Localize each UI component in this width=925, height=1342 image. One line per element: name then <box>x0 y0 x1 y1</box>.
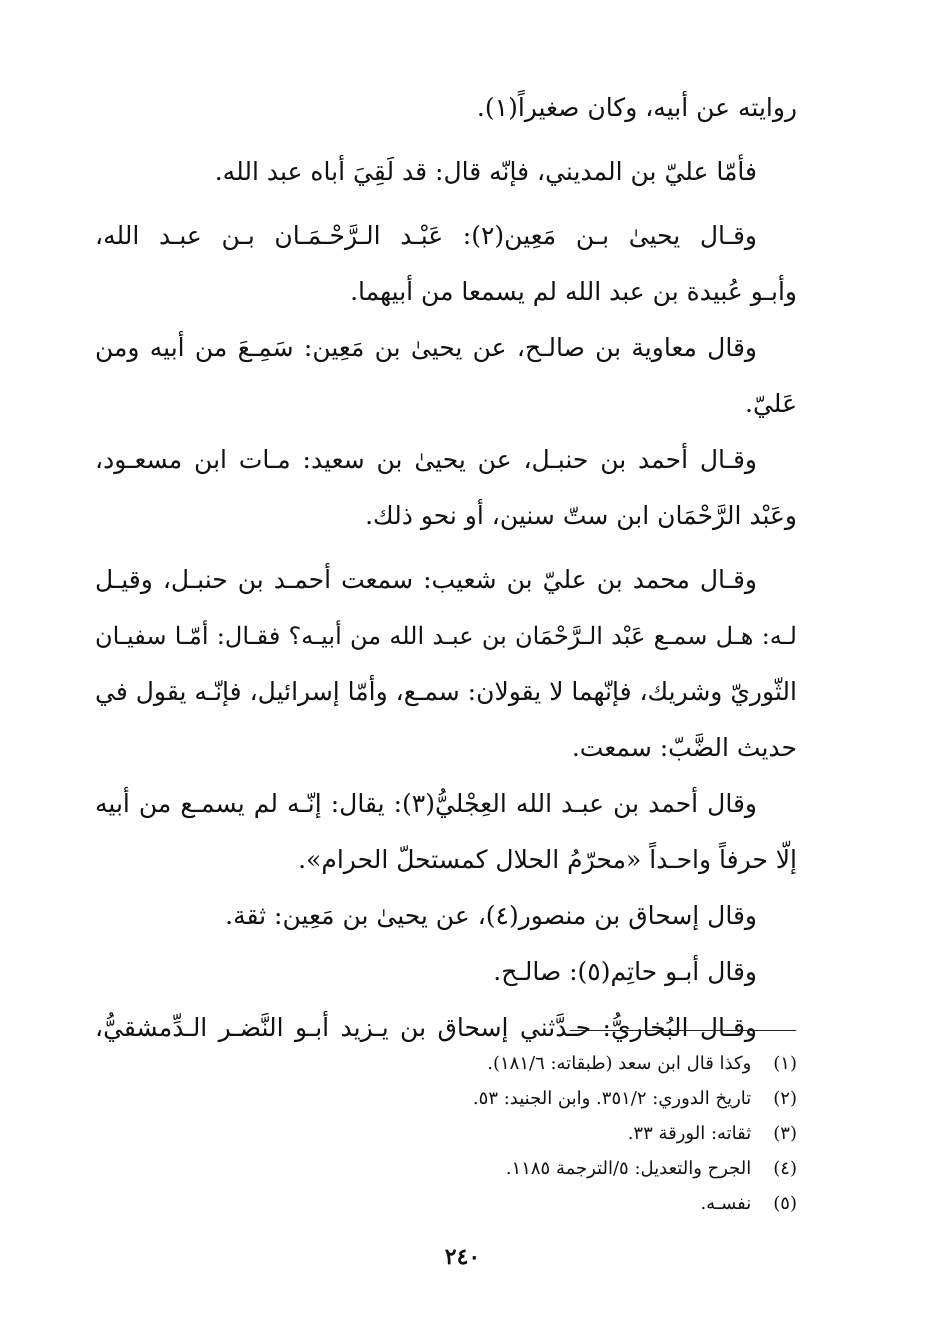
footnote <box>95 1116 797 1151</box>
text-line: وعَبْد الرَّحْمَان ابن ستّ سنين، أو نحو ذلك. <box>365 501 797 530</box>
text-line: وأبـو عُبيدة بن عبد الله لم يسمعا من أبيهما. <box>350 277 797 306</box>
text-line: لـه: هـل سمـع عَبْد الـرَّحْمَان بن عبـد الله من أبيـه؟ فقـال: أمّـا سفيـان <box>95 622 797 650</box>
footnote-text: ثقاته: الورقة ٣٣. <box>627 1123 752 1144</box>
text-line: وقال معاوية بن صالـح، عن يحيىٰ بن مَعِين: سَمِـعَ من أبيه ومن <box>95 333 757 362</box>
text-line: وقال إسحاق بن منصور(٤)، عن يحيىٰ بن مَعِين: ثقة. <box>225 901 757 930</box>
footnote-text: نفسـه. <box>700 1193 752 1214</box>
footnote-number: (٢) <box>773 1088 797 1109</box>
text-line: وقال أبـو حاتِم(٥): صالـح. <box>493 957 757 986</box>
footnote-number: (٤) <box>773 1158 797 1179</box>
footnote-text: وكذا قال ابن سعد (طبقاته: ١٨١/٦). <box>487 1053 752 1074</box>
main-text <box>95 80 797 1056</box>
text-line: وقال أحمد بن عبـد الله العِجْليُّ(٣): يقال: إنّـه لم يسمـع من أبيه <box>95 789 757 818</box>
footnote <box>95 1046 797 1081</box>
page-number: ٢٤٠ <box>444 1244 481 1270</box>
text-line: وقـال يحيىٰ بـن مَعِين(٢): عَبْـد الـرَّحْـمَـان بـن عبـد الله، <box>95 221 757 250</box>
text-line: وقـال أحمد بن حنبـل، عن يحيىٰ بن سعيد: مـات ابن مسعـود، <box>95 445 757 474</box>
text-line: الثّوريّ وشريك، فإنّهما لا يقولان: سمـع، وأمّا إسرائيل، فإنّـه يقول في <box>95 677 797 706</box>
text-line: روايته عن أبيه، وكان صغيراً(١). <box>476 93 797 122</box>
footnote-number: (١) <box>773 1053 797 1074</box>
footnote <box>95 1186 797 1221</box>
text-line: عَليّ. <box>745 389 797 418</box>
footnotes <box>95 1046 797 1221</box>
text-line: حديث الضَّبّ: سمعت. <box>571 733 797 762</box>
footnote <box>95 1081 797 1116</box>
footnote <box>95 1151 797 1186</box>
text-line: وقـال البُخاريُّ: حـدَّثني إسحاق بن يـزيد أبـو النَّضـر الـدِّمشقيُّ، <box>95 1013 757 1042</box>
footnote-separator <box>570 1030 796 1031</box>
text-line: إلّا حرفاً واحـداً «محرّمُ الحلال كمستحلّ الحرام». <box>298 845 797 874</box>
footnote-number: (٣) <box>773 1123 797 1144</box>
footnote-text: تاريخ الدوري: ٣٥١/٢. وابن الجنيد: ٥٣. <box>472 1088 752 1109</box>
footnote-text: الجرح والتعديل: ٥/الترجمة ١١٨٥. <box>505 1158 752 1179</box>
footnote-number: (٥) <box>773 1193 797 1214</box>
text-line: فأمّا عليّ بن المديني، فإنّه قال: قد لَقِيَ أباه عبد الله. <box>214 157 757 186</box>
text-line: وقـال محمد بن عليّ بن شعيب: سمعت أحمـد بن حنبـل، وقيـل <box>95 565 757 594</box>
